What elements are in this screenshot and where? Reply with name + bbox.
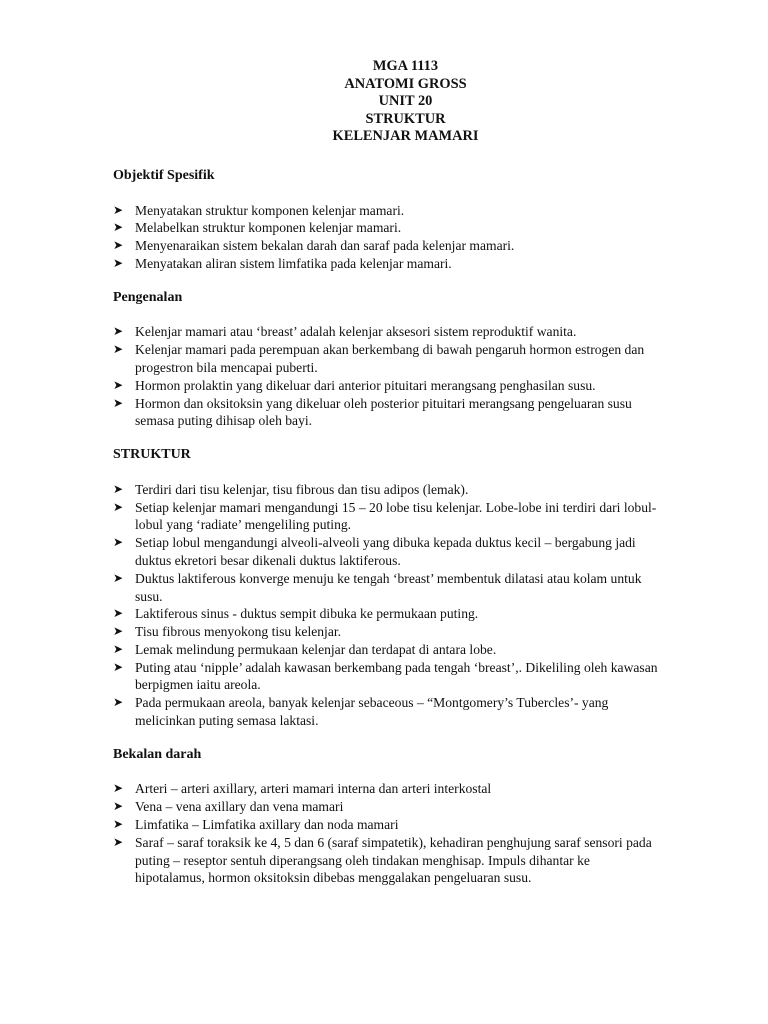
- course-code: MGA 1113: [372, 58, 439, 74]
- arrowhead-bullet-icon: ➤: [113, 220, 124, 235]
- course-name: ANATOMI GROSS: [344, 75, 467, 92]
- arrowhead-bullet-icon: ➤: [113, 342, 124, 357]
- list-item-text: Limfatika – Limfatika axillary dan noda mamari: [135, 817, 399, 833]
- list-item-text: Hormon prolaktin yang dikeluar dari anterior pituitari merangsang penghasilan susu.: [135, 377, 596, 393]
- arrowhead-bullet-icon: ➤: [113, 202, 124, 217]
- section-heading-pengenalan: Pengenalan: [113, 289, 183, 305]
- list-item-text: Kelenjar mamari pada perempuan akan berkembang di bawah pengaruh hormon estrogen dan progestron bila mencapai puberti.: [135, 342, 645, 375]
- list-item-text: Melabelkan struktur komponen kelenjar mamari.: [135, 220, 402, 236]
- arrowhead-bullet-icon: ➤: [113, 535, 124, 550]
- list-item-text: Duktus laktiferous konverge menuju ke tengah ‘breast’ membentuk dilatasi atau kolam untuk susu.: [135, 570, 642, 604]
- arrowhead-bullet-icon: ➤: [113, 641, 124, 656]
- title-line-1: STRUKTUR: [365, 110, 446, 127]
- list-item-text: Menyenaraikan sistem bekalan darah dan saraf pada kelenjar mamari.: [135, 238, 515, 254]
- section-heading-bekalan-darah: Bekalan darah: [113, 746, 202, 762]
- list-item-text: Pada permukaan areola, banyak kelenjar sebaceous – “Montgomery’s Tubercles’- yang melicinkan puting semasa laktasi.: [135, 695, 609, 729]
- list-item: [113, 694, 658, 730]
- list-item: [113, 237, 658, 255]
- section-heading-objektif: Objektif Spesifik: [113, 167, 215, 183]
- list-item: [113, 481, 658, 499]
- arrowhead-bullet-icon: ➤: [113, 781, 124, 796]
- list-item: [113, 798, 658, 816]
- list-item: [113, 834, 658, 887]
- list-item-text: Setiap lobul mengandungi alveoli-alveoli yang dibuka kepada duktus kecil – bergabung jadi duktus ekretori besar dikenali duktus laktiferous.: [135, 535, 636, 568]
- arrowhead-bullet-icon: ➤: [113, 695, 124, 710]
- arrowhead-bullet-icon: ➤: [113, 481, 124, 496]
- list-item-text: Arteri – arteri axillary, arteri mamari interna dan arteri interkostal: [135, 781, 492, 797]
- list-objektif: [113, 202, 658, 273]
- list-item: [113, 623, 658, 641]
- list-item: [113, 395, 658, 431]
- list-item-text: Hormon dan oksitoksin yang dikeluar oleh posterior pituitari merangsang pengeluaran susu semasa puting dihisap oleh bayi.: [135, 395, 632, 429]
- list-item-text: Laktiferous sinus - duktus sempit dibuka ke permukaan puting.: [135, 606, 479, 622]
- arrowhead-bullet-icon: ➤: [113, 817, 124, 832]
- list-bekalan-darah: [113, 780, 658, 887]
- list-item: [113, 816, 658, 834]
- list-item-text: Terdiri dari tisu kelenjar, tisu fibrous dan tisu adipos (lemak).: [135, 481, 469, 497]
- list-item: [113, 323, 658, 341]
- list-item: [113, 341, 658, 377]
- list-item-text: Menyatakan aliran sistem limfatika pada kelenjar mamari.: [135, 255, 452, 271]
- list-item-text: Menyatakan struktur komponen kelenjar mamari.: [135, 202, 405, 218]
- list-item: [113, 641, 658, 659]
- list-struktur: [113, 481, 658, 730]
- list-item-text: Setiap kelenjar mamari mengandungi 15 – 20 lobe tisu kelenjar. Lobe-lobe ini terdiri dari lobul-lobul yang ‘radiate’ mengeliling puting.: [135, 499, 657, 533]
- list-item-text: Lemak melindung permukaan kelenjar dan terdapat di antara lobe.: [135, 641, 497, 657]
- list-item: [113, 219, 658, 237]
- arrowhead-bullet-icon: ➤: [113, 377, 124, 392]
- arrowhead-bullet-icon: ➤: [113, 324, 124, 339]
- unit-label: UNIT 20: [378, 93, 433, 110]
- title-line-2: KELENJAR MAMARI: [332, 128, 479, 145]
- list-item: [113, 499, 658, 535]
- list-item: [113, 255, 658, 273]
- list-pengenalan: [113, 323, 658, 430]
- list-item: [113, 570, 658, 606]
- list-item: [113, 202, 658, 220]
- arrowhead-bullet-icon: ➤: [113, 606, 124, 621]
- arrowhead-bullet-icon: ➤: [113, 255, 124, 270]
- arrowhead-bullet-icon: ➤: [113, 238, 124, 253]
- list-item: [113, 534, 658, 570]
- arrowhead-bullet-icon: ➤: [113, 834, 124, 849]
- list-item-text: Saraf – saraf toraksik ke 4, 5 dan 6 (saraf simpatetik), kehadiran penghujung saraf sensori pada puting – reseptor sentuh diperangsang oleh tindakan menghisap. Impuls dihantar ke hipotalamus, hormon oksitoksin dibebas menggalakan pengeluaran susu.: [135, 834, 652, 886]
- arrowhead-bullet-icon: ➤: [113, 659, 124, 674]
- list-item: [113, 605, 658, 623]
- list-item-text: Puting atau ‘nipple’ adalah kawasan berkembang pada tengah ‘breast’,. Dikeliling oleh kawasan berpigmen iaitu areola.: [135, 659, 658, 693]
- list-item: [113, 780, 658, 798]
- arrowhead-bullet-icon: ➤: [113, 395, 124, 410]
- arrowhead-bullet-icon: ➤: [113, 570, 124, 585]
- arrowhead-bullet-icon: ➤: [113, 624, 124, 639]
- list-item-text: Vena – vena axillary dan vena mamari: [135, 799, 344, 815]
- arrowhead-bullet-icon: ➤: [113, 499, 124, 514]
- arrowhead-bullet-icon: ➤: [113, 799, 124, 814]
- section-heading-struktur: STRUKTUR: [113, 447, 191, 463]
- document-title-block: [113, 58, 658, 146]
- list-item-text: Tisu fibrous menyokong tisu kelenjar.: [135, 624, 342, 640]
- list-item-text: Kelenjar mamari atau ‘breast’ adalah kelenjar aksesori sistem reproduktif wanita.: [135, 324, 577, 340]
- list-item: [113, 377, 658, 395]
- list-item: [113, 659, 658, 695]
